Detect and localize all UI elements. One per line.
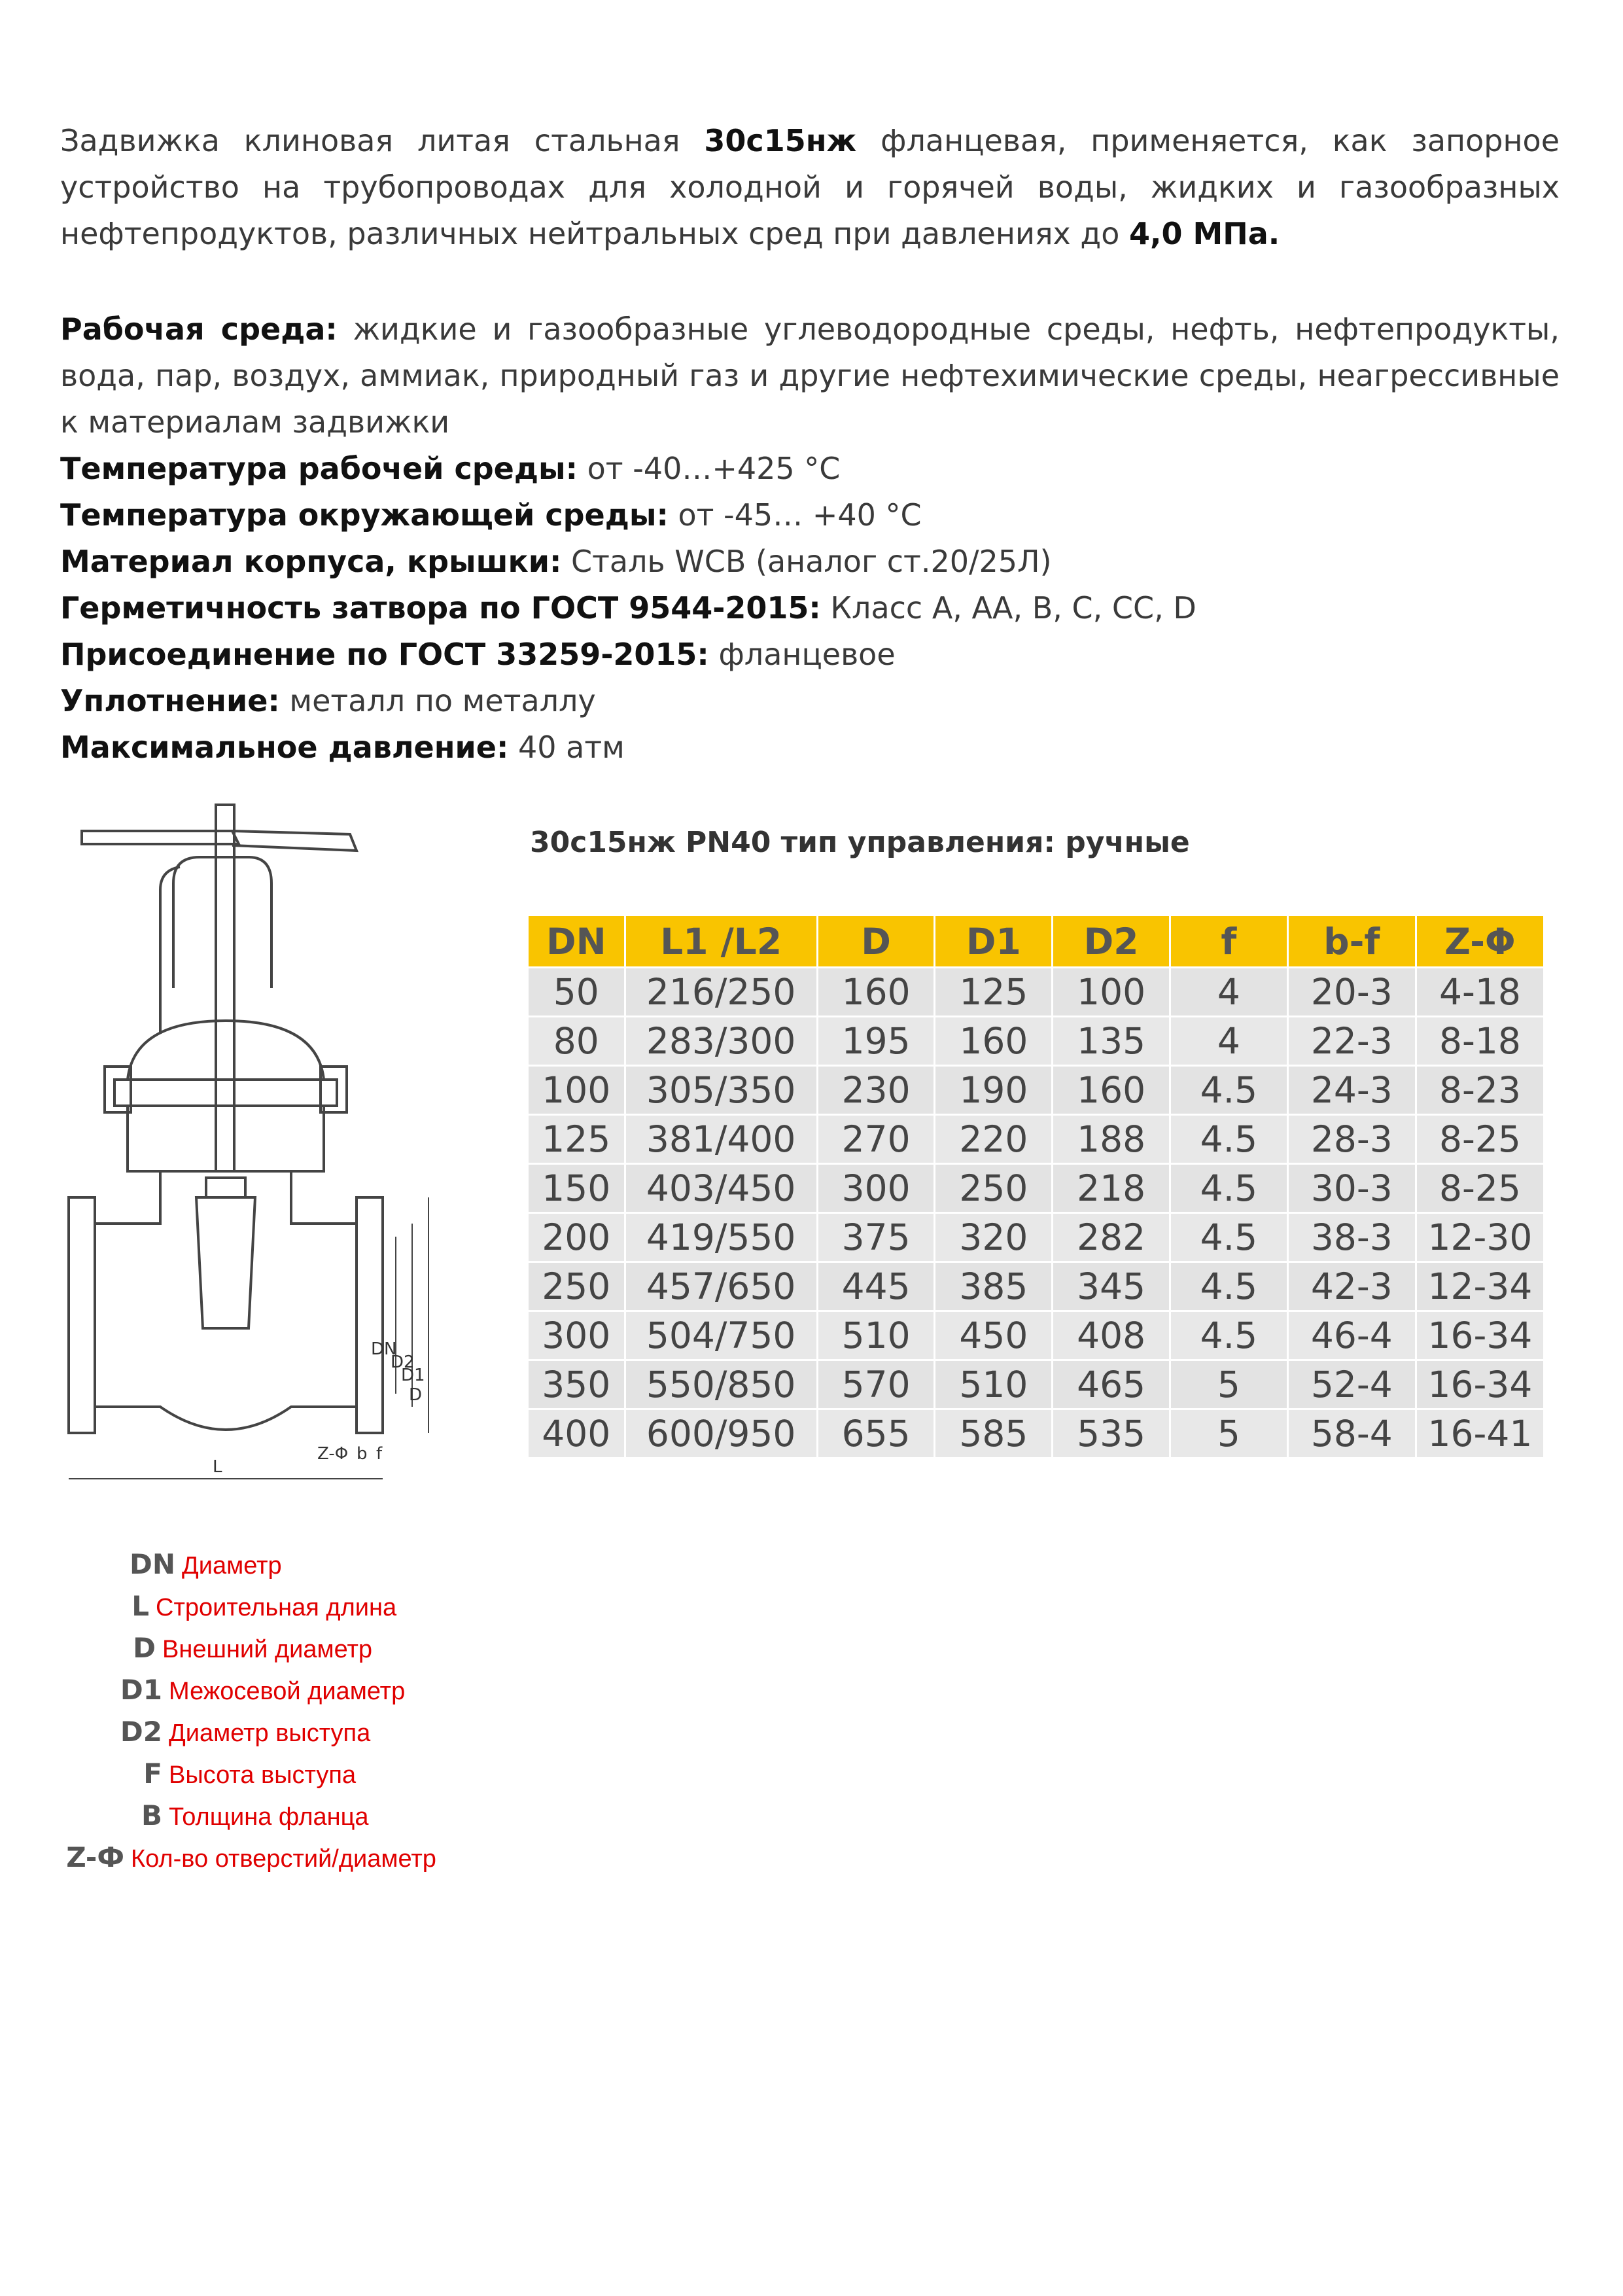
- table-cell: 283/300: [625, 1017, 817, 1066]
- table-cell: 160: [935, 1017, 1053, 1066]
- legend-item: [59, 1795, 436, 1837]
- table-cell: 510: [817, 1311, 935, 1360]
- table-cell: 160: [1053, 1066, 1170, 1115]
- table-cell: 4-18: [1416, 968, 1544, 1017]
- table-cell: 125: [529, 1115, 625, 1164]
- intro-text-1: Задвижка клиновая литая стальная: [60, 123, 705, 158]
- table-row: [529, 1017, 1544, 1066]
- col-d: D: [817, 916, 935, 968]
- col-l1-l2: L1 /L2: [625, 916, 817, 968]
- table-cell: 4.5: [1170, 1262, 1287, 1311]
- legend-key: L: [131, 1590, 149, 1622]
- spec-label: Уплотнение:: [60, 683, 280, 718]
- valve-drawing: [69, 805, 425, 1492]
- label-b: b: [357, 1444, 368, 1464]
- legend-item: [59, 1837, 436, 1879]
- legend: [59, 1544, 436, 1879]
- bonnet-shape: [128, 1021, 324, 1080]
- table-cell: 50: [529, 968, 625, 1017]
- table-cell: 42-3: [1287, 1262, 1416, 1311]
- table-cell: 655: [817, 1409, 935, 1458]
- table-row: [529, 1164, 1544, 1213]
- table-cell: 135: [1053, 1017, 1170, 1066]
- legend-key: D2: [120, 1716, 162, 1748]
- legend-key: Z-Ф: [66, 1841, 124, 1873]
- dimensions-table: [529, 916, 1545, 1457]
- table-cell: 408: [1053, 1311, 1170, 1360]
- legend-item: [59, 1754, 436, 1795]
- table-cell: 282: [1053, 1213, 1170, 1262]
- table-cell: 300: [529, 1311, 625, 1360]
- table-cell: 345: [1053, 1262, 1170, 1311]
- legend-desc: Внешний диаметр: [162, 1636, 373, 1663]
- table-cell: 220: [935, 1115, 1053, 1164]
- spec-value: фланцевое: [708, 637, 896, 672]
- table-cell: 52-4: [1287, 1360, 1416, 1409]
- spec-value: жидкие и газообразные углеводородные среды, нефть, нефтепродукты, вода, пар, воздух, аммиак, природный газ и другие нефтехимические среды, неагрессивные к материалам задвижки: [60, 311, 1560, 440]
- legend-desc: Толщина фланца: [169, 1803, 369, 1831]
- table-cell: 218: [1053, 1164, 1170, 1213]
- legend-desc: Строительная длина: [156, 1594, 397, 1621]
- table-cell: 305/350: [625, 1066, 817, 1115]
- table-cell: 200: [529, 1213, 625, 1262]
- legend-desc: Диаметр: [182, 1552, 282, 1580]
- legend-desc: Кол-во отверстий/диаметр: [131, 1845, 436, 1873]
- intro-paragraph: [60, 118, 1560, 257]
- table-cell: 375: [817, 1213, 935, 1262]
- spec-label: Температура окружающей среды:: [60, 497, 669, 533]
- spec-label: Герметичность затвора по ГОСТ 9544-2015:: [60, 590, 821, 626]
- spec-label: Максимальное давление:: [60, 730, 509, 765]
- table-cell: 80: [529, 1017, 625, 1066]
- table-title: 30с15нж PN40 тип управления: ручные: [530, 826, 1190, 859]
- table-cell: 445: [817, 1262, 935, 1311]
- spec-value: от -45… +40 °С: [668, 497, 922, 533]
- table-cell: 8-18: [1416, 1017, 1544, 1066]
- col-z-phi: Z-Φ: [1416, 916, 1544, 968]
- table-cell: 320: [935, 1213, 1053, 1262]
- table-cell: 4.5: [1170, 1164, 1287, 1213]
- spec-working-temp: [60, 446, 1560, 492]
- spec-value: Класс А, АА, В, С, СС, D: [820, 590, 1196, 626]
- table-cell: 585: [935, 1409, 1053, 1458]
- table-cell: 28-3: [1287, 1115, 1416, 1164]
- table-cell: 16-41: [1416, 1409, 1544, 1458]
- legend-key: D1: [120, 1674, 162, 1706]
- table-cell: 100: [529, 1066, 625, 1115]
- legend-item: [59, 1712, 436, 1754]
- label-D1: D1: [401, 1366, 425, 1385]
- legend-key: B: [141, 1799, 162, 1831]
- table-cell: 8-25: [1416, 1115, 1544, 1164]
- table-cell: 5: [1170, 1360, 1287, 1409]
- spec-tightness: [60, 585, 1560, 631]
- table-cell: 12-34: [1416, 1262, 1544, 1311]
- table-cell: 100: [1053, 968, 1170, 1017]
- flange-left: [69, 1197, 95, 1433]
- table-cell: 419/550: [625, 1213, 817, 1262]
- col-d1: D1: [935, 916, 1053, 968]
- table-row: [529, 1213, 1544, 1262]
- table-cell: 5: [1170, 1409, 1287, 1458]
- table-cell: 570: [817, 1360, 935, 1409]
- table-row: [529, 1409, 1544, 1458]
- table-cell: 350: [529, 1360, 625, 1409]
- table-cell: 385: [935, 1262, 1053, 1311]
- table-cell: 8-23: [1416, 1066, 1544, 1115]
- spec-ambient-temp: [60, 492, 1560, 539]
- table-cell: 38-3: [1287, 1213, 1416, 1262]
- spec-max-pressure: [60, 724, 1560, 771]
- table-cell: 457/650: [625, 1262, 817, 1311]
- spec-label: Присоединение по ГОСТ 33259-2015:: [60, 637, 709, 672]
- col-dn: DN: [529, 916, 625, 968]
- table-cell: 510: [935, 1360, 1053, 1409]
- legend-key: DN: [129, 1548, 175, 1580]
- legend-desc: Высота выступа: [169, 1761, 357, 1789]
- max-pressure: 4,0 МПа.: [1128, 216, 1280, 251]
- table-cell: 16-34: [1416, 1311, 1544, 1360]
- spec-working-medium: [60, 306, 1560, 446]
- spec-value: 40 атм: [508, 730, 625, 765]
- wedge-shape: [196, 1197, 255, 1328]
- table-cell: 12-30: [1416, 1213, 1544, 1262]
- table-cell: 4.5: [1170, 1311, 1287, 1360]
- table-cell: 250: [529, 1262, 625, 1311]
- intro-text-2: фланцевая, применяется, как запорное устройство на трубопроводах для холодной и горячей воды, жидких и газообразных нефтепродуктов, различных нейтральных сред при давлениях до: [60, 123, 1560, 251]
- legend-item: [59, 1544, 436, 1586]
- table-row: [529, 1262, 1544, 1311]
- table-cell: 20-3: [1287, 968, 1416, 1017]
- table-cell: 46-4: [1287, 1311, 1416, 1360]
- table-cell: 600/950: [625, 1409, 817, 1458]
- table-row: [529, 968, 1544, 1017]
- table-cell: 270: [817, 1115, 935, 1164]
- stem-shape: [216, 805, 234, 1171]
- spec-label: Температура рабочей среды:: [60, 451, 578, 486]
- table-cell: 125: [935, 968, 1053, 1017]
- spec-value: металл по металлу: [279, 683, 596, 718]
- label-Z: Z-Φ: [317, 1444, 349, 1464]
- table-cell: 4: [1170, 968, 1287, 1017]
- table-cell: 4.5: [1170, 1213, 1287, 1262]
- label-D: D: [409, 1385, 423, 1405]
- spec-connection: [60, 631, 1560, 678]
- table-cell: 4.5: [1170, 1066, 1287, 1115]
- spec-seal: [60, 678, 1560, 724]
- table-row: [529, 1115, 1544, 1164]
- label-D2: D2: [391, 1352, 415, 1372]
- table-cell: 16-34: [1416, 1360, 1544, 1409]
- table-cell: 216/250: [625, 968, 817, 1017]
- table-cell: 504/750: [625, 1311, 817, 1360]
- table-cell: 450: [935, 1311, 1053, 1360]
- legend-desc: Межосевой диаметр: [169, 1678, 406, 1705]
- table-cell: 535: [1053, 1409, 1170, 1458]
- table-cell: 58-4: [1287, 1409, 1416, 1458]
- col-b-f: b-f: [1287, 916, 1416, 968]
- label-DN: DN: [371, 1339, 397, 1359]
- table-row: [529, 1066, 1544, 1115]
- label-f: f: [376, 1444, 383, 1464]
- table-cell: 160: [817, 968, 935, 1017]
- table-cell: 550/850: [625, 1360, 817, 1409]
- table-cell: 300: [817, 1164, 935, 1213]
- label-L: L: [213, 1457, 222, 1477]
- table-row: [529, 1311, 1544, 1360]
- table-cell: 8-25: [1416, 1164, 1544, 1213]
- table-cell: 150: [529, 1164, 625, 1213]
- table-row: [529, 1360, 1544, 1409]
- legend-desc: Диаметр выступа: [169, 1720, 371, 1747]
- table-body: [529, 968, 1544, 1458]
- spec-label: Материал корпуса, крышки:: [60, 544, 562, 579]
- model-code: 30с15нж: [704, 123, 857, 158]
- col-d2: D2: [1053, 916, 1170, 968]
- legend-item: [59, 1586, 436, 1628]
- flange-right: [357, 1197, 383, 1433]
- spec-list: [60, 306, 1560, 771]
- table-cell: 250: [935, 1164, 1053, 1213]
- table-cell: 190: [935, 1066, 1053, 1115]
- spec-material: [60, 539, 1560, 585]
- table-cell: 400: [529, 1409, 625, 1458]
- table-cell: 24-3: [1287, 1066, 1416, 1115]
- table-cell: 381/400: [625, 1115, 817, 1164]
- legend-item: [59, 1628, 436, 1670]
- legend-item: [59, 1670, 436, 1712]
- table-cell: 4.5: [1170, 1115, 1287, 1164]
- table-cell: 195: [817, 1017, 935, 1066]
- table-cell: 22-3: [1287, 1017, 1416, 1066]
- spec-label: Рабочая среда:: [60, 311, 338, 347]
- table-cell: 30-3: [1287, 1164, 1416, 1213]
- spec-value: Сталь WCB (аналог ст.20/25Л): [561, 544, 1052, 579]
- table-cell: 403/450: [625, 1164, 817, 1213]
- legend-key: D: [133, 1632, 156, 1664]
- table-cell: 230: [817, 1066, 935, 1115]
- spec-value: от -40…+425 °С: [578, 451, 841, 486]
- col-f: f: [1170, 916, 1287, 968]
- legend-key: F: [143, 1757, 162, 1790]
- table-cell: 188: [1053, 1115, 1170, 1164]
- table-cell: 465: [1053, 1360, 1170, 1409]
- table-header-row: [529, 916, 1544, 968]
- table-cell: 4: [1170, 1017, 1287, 1066]
